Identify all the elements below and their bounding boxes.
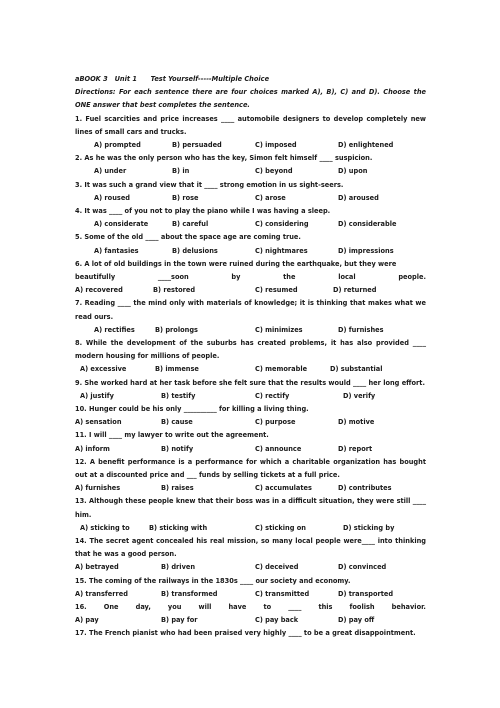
option-a[interactable]: A) inform [75,444,110,453]
option-c[interactable]: C) minimizes [255,325,303,334]
option-b[interactable]: B) testify [161,391,196,400]
question-stem: 12. A benefit performance is a performance for which a charitable organization has bought out at a discounted price and ___ funds by selling tickets at a full price. [75,457,426,479]
option-c[interactable]: C) pay back [255,616,299,625]
option-d[interactable]: D) transported [338,589,394,598]
option-d[interactable]: D) motive [338,418,375,427]
options-row [75,588,426,601]
option-c[interactable]: C) nightmares [255,246,308,255]
option-d[interactable]: D) sticking by [343,523,395,532]
options-row [75,561,426,574]
question-stem: 11. I will ____ my lawyer to write out the agreement. [75,431,269,440]
option-d[interactable]: D) convinced [338,563,387,572]
option-c[interactable]: C) transmitted [255,589,310,598]
option-c[interactable]: C) sticking on [255,523,306,532]
test-document [75,73,426,640]
option-a[interactable]: A) under [94,167,127,176]
option-c[interactable]: C) arose [255,193,286,202]
option-d[interactable]: D) aroused [338,193,379,202]
stem-word: have [228,602,247,611]
option-c[interactable]: C) purpose [255,418,296,427]
options-row [75,390,426,403]
option-c[interactable]: C) announce [255,444,302,453]
stem-word: day, [135,602,151,611]
question-stem: 15. The coming of the railways in the 1830s ____ our society and economy. [75,576,351,585]
option-b[interactable]: B) careful [172,220,209,229]
option-b[interactable]: B) cause [161,418,193,427]
option-a[interactable]: A) betrayed [75,563,119,572]
stem-word: by [231,272,241,281]
option-c[interactable]: C) memorable [255,365,308,374]
stem-word: foolish [349,602,375,611]
option-c[interactable]: C) deceived [255,563,299,572]
directions: Directions: For each sentence there are four choices marked A), B), C) and D). Choose the ONE answer that best completes the sentence. [75,88,426,110]
option-b[interactable]: B) notify [161,444,194,453]
option-b[interactable]: B) in [172,167,190,176]
options-row [75,245,426,258]
question-stem: 13. Although these people knew that their boss was in a difficult situation, they were still ____ him. [75,497,426,519]
option-b[interactable]: B) sticking with [149,523,208,532]
stem-word: you [167,602,182,611]
option-c[interactable]: C) accumulates [255,484,312,493]
question-stem: 4. It was ____ of you not to play the piano while I was having a sleep. [75,206,331,215]
option-b[interactable]: B) restored [153,286,196,295]
option-d[interactable]: D) considerable [338,220,397,229]
option-c[interactable]: C) imposed [255,141,297,150]
document-header: aBOOK 3 Unit 1 Test Yourself-----Multiple Choice [75,75,270,83]
question-stem: 2. As he was the only person who has the key, Simon felt himself ____ suspicion. [75,154,373,163]
options-row [75,416,426,429]
option-d[interactable]: D) upon [338,167,368,176]
option-b[interactable]: B) raises [161,484,194,493]
option-d[interactable]: D) pay off [338,616,375,625]
question-stem: 14. The secret agent concealed his real mission, so many local people were____ into thinking that he was a good person. [75,536,426,559]
stem-word: will [198,602,212,611]
option-d[interactable]: D) impressions [338,246,394,255]
question-stem: 10. Hunger could be his only __________ for killing a living thing. [75,404,309,413]
stem-word: people. [398,272,426,281]
question-stem: 7. Reading ____ the mind only with materials of knowledge; it is thinking that makes what we read ours. [75,299,426,321]
option-a[interactable]: A) furnishes [75,484,121,493]
option-a[interactable]: A) fantasies [94,246,139,255]
option-a[interactable]: A) considerate [94,220,149,229]
option-d[interactable]: D) returned [333,286,377,295]
question-stem: 1. Fuel scarcities and price increases ____ automobile designers to develop completely new lines of small cars and trucks. [75,114,426,136]
option-b[interactable]: B) driven [161,563,196,572]
option-a[interactable]: A) rectifies [94,325,135,334]
options-row [75,165,426,178]
option-b[interactable]: B) pay for [161,616,198,625]
options-row [75,443,426,456]
stem-word: behavior. [391,602,426,611]
options-row [75,284,426,297]
option-a[interactable]: A) recovered [75,286,123,295]
question-stem: 17. The French pianist who had been praised very highly ____ to be a great disappointment. [75,629,416,638]
question-stem: 6. A lot of old buildings in the town were ruined during the earthquake, but they were [75,259,397,268]
option-d[interactable]: D) verify [343,391,376,400]
option-b[interactable]: B) immense [155,365,199,374]
option-a[interactable]: A) excessive [80,365,127,374]
stem-word: ____soon [157,272,189,281]
stem-word: beautifully [75,272,116,281]
option-d[interactable]: D) report [338,444,373,453]
options-row [75,218,426,231]
options-row [75,192,426,205]
options-row [75,522,426,535]
option-c[interactable]: C) resumed [255,286,298,295]
option-c[interactable]: C) considering [255,220,309,229]
option-a[interactable]: A) pay [75,616,99,625]
option-d[interactable]: D) enlightened [338,141,394,150]
option-d[interactable]: D) contributes [338,484,392,493]
options-row [75,324,426,337]
option-d[interactable]: D) furnishes [338,325,384,334]
stem-word: ____ [288,602,302,611]
stem-word: this [318,602,333,611]
stem-word: local [338,272,356,281]
option-b[interactable]: B) transformed [161,589,218,598]
option-a[interactable]: A) justify [80,391,114,400]
option-a[interactable]: A) roused [94,193,131,202]
stem-word: One [103,602,119,611]
option-a[interactable]: A) prompted [94,141,141,150]
question-stem: 3. It was such a grand view that it ____ strong emotion in us sight-seers. [75,180,344,189]
option-c[interactable]: C) beyond [255,167,293,176]
option-a[interactable]: A) sensation [75,418,122,427]
option-a[interactable]: A) sticking to [80,523,130,532]
stem-word: the [283,272,296,281]
question-stem: 8. While the development of the suburbs has created problems, it has also provided ____ modern housing for millions of people. [75,338,426,361]
option-d[interactable]: D) substantial [330,365,383,374]
option-a[interactable]: A) transferred [75,589,128,598]
option-c[interactable]: C) rectify [255,391,290,400]
question-stem-line [75,601,426,614]
option-b[interactable]: B) rose [172,193,199,202]
question-stem-line [75,271,426,284]
option-b[interactable]: B) prolongs [155,325,198,334]
stem-word: 16. [75,602,87,611]
options-row [75,139,426,152]
question-stem: 9. She worked hard at her task before she felt sure that the results would ____ her long effort. [75,378,425,387]
options-row [75,482,426,495]
option-b[interactable]: B) delusions [172,246,218,255]
options-row [75,363,426,376]
option-b[interactable]: B) persuaded [172,141,222,150]
question-stem: 5. Some of the old ____ about the space age are coming true. [75,233,301,242]
stem-word: to [263,602,272,611]
options-row [75,614,426,627]
